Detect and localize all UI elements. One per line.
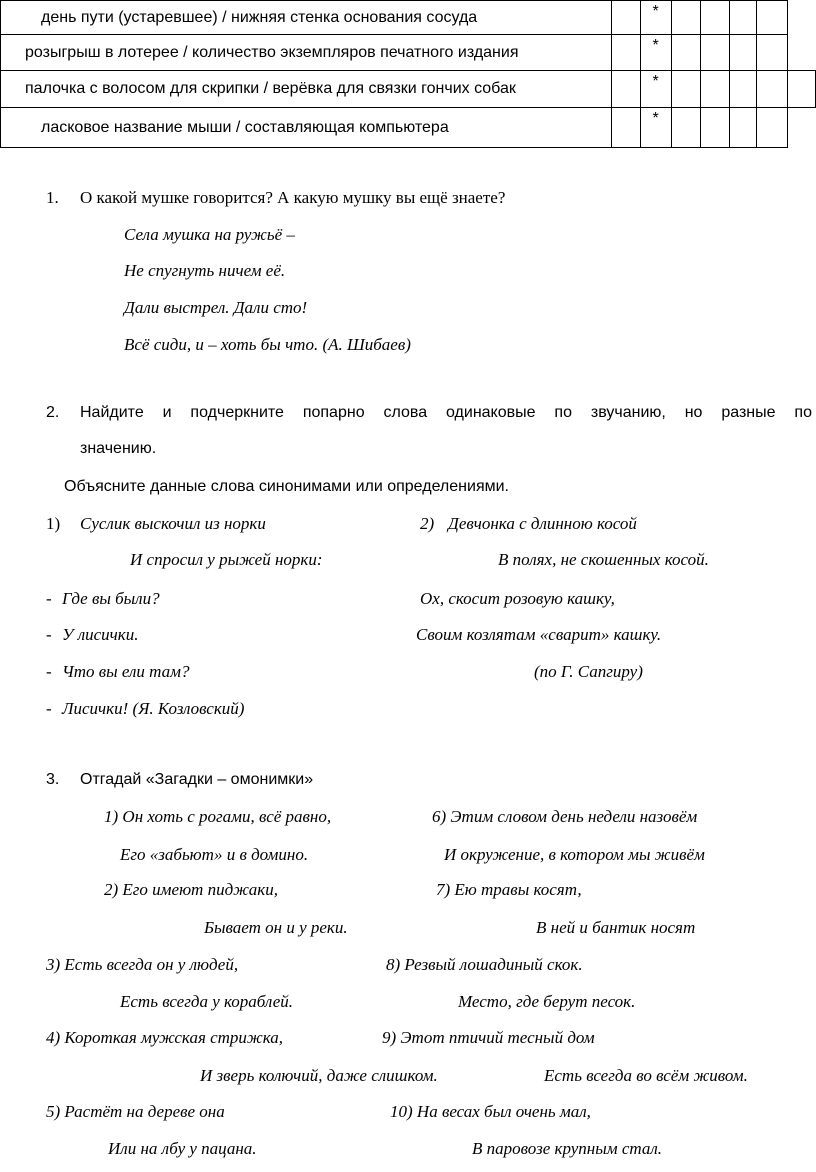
poem-line: Не спугнуть ничем её. xyxy=(124,261,286,280)
grid-mark: * xyxy=(640,1,671,35)
task-text: Найдите и подчеркните попарно слова одинаковые по звучанию, но разные по xyxy=(80,404,812,421)
grid-cell xyxy=(729,35,757,71)
poem-line: Своим козлятам «сварит» кашку. xyxy=(416,625,662,644)
grid-cell xyxy=(701,108,730,148)
task-text: Объясните данные слова синонимами или определениями. xyxy=(64,478,509,495)
grid-cell xyxy=(701,1,730,35)
poem-line: Лисички! (Я. Козловский) xyxy=(62,699,245,718)
grid-question: день пути (устаревшее) / нижняя стенка основания сосуда xyxy=(1,1,612,35)
grid-cell xyxy=(757,35,787,71)
riddle-line: Место, где берут песок. xyxy=(458,992,636,1011)
grid-cell xyxy=(787,108,815,148)
riddle-line: 8) Резвый лошадиный скок. xyxy=(386,955,583,974)
poem-line: В полях, не скошенных косой. xyxy=(498,550,709,569)
grid-row xyxy=(1,35,816,71)
riddle-line: 6) Этим словом день недели назовём xyxy=(432,807,698,826)
grid-cell xyxy=(787,35,815,71)
crossword-grid xyxy=(0,0,816,148)
riddle-line: В ней и бантик носят xyxy=(536,918,696,937)
poem-number: 2) xyxy=(420,514,435,533)
riddle-line: 4) Короткая мужская стрижка, xyxy=(46,1028,284,1047)
riddle-line: И окружение, в котором мы живём xyxy=(444,845,705,864)
dialog-dash: - xyxy=(46,589,52,608)
grid-question: розыгрыш в лотерее / количество экземпляров печатного издания xyxy=(1,35,612,71)
grid-question: палочка с волосом для скрипки / верёвка для связки гончих собак xyxy=(1,71,612,108)
grid-cell xyxy=(671,71,701,108)
task-number: 2. xyxy=(46,404,60,421)
poem-line: Села мушка на ружьё – xyxy=(124,225,295,244)
dialog-dash: - xyxy=(46,699,52,718)
riddle-line: 7) Ею травы косят, xyxy=(436,880,582,899)
riddle-line: В паровозе крупным стал. xyxy=(472,1139,663,1158)
grid-cell xyxy=(787,71,815,108)
grid-cell xyxy=(612,1,641,35)
grid-mark: * xyxy=(640,35,671,71)
poem-line: Дали выстрел. Дали сто! xyxy=(124,298,308,317)
grid-cell xyxy=(701,35,730,71)
grid-row xyxy=(1,108,816,148)
grid-cell xyxy=(612,35,641,71)
riddle-line: 1) Он хоть с рогами, всё равно, xyxy=(104,807,332,826)
grid-row xyxy=(1,1,816,35)
poem-line: И спросил у рыжей норки: xyxy=(130,550,323,569)
poem-line: Где вы были? xyxy=(62,589,160,608)
poem-number: 1) xyxy=(46,514,61,533)
grid-cell xyxy=(757,1,787,35)
task-title: Отгадай «Загадки – омонимки» xyxy=(80,771,314,788)
grid-cell xyxy=(757,71,787,108)
grid-cell xyxy=(729,71,757,108)
grid-cell xyxy=(729,1,757,35)
riddle-line: 10) На весах был очень мал, xyxy=(390,1102,591,1121)
grid-cell xyxy=(612,71,641,108)
grid-cell xyxy=(729,108,757,148)
poem-line: Что вы ели там? xyxy=(62,662,190,681)
grid-mark: * xyxy=(640,71,671,108)
poem-line: Суслик выскочил из норки xyxy=(80,514,266,533)
poem-attribution: (по Г. Сапгиру) xyxy=(534,662,643,681)
riddle-line: 2) Его имеют пиджаки, xyxy=(104,880,278,899)
grid-cell xyxy=(787,1,815,35)
grid-row xyxy=(1,71,816,108)
poem-line: Всё сиди, и – хоть бы что. (А. Шибаев) xyxy=(124,335,411,354)
riddle-line: Есть всегда у кораблей. xyxy=(120,992,294,1011)
dialog-dash: - xyxy=(46,625,52,644)
grid-cell xyxy=(757,108,787,148)
grid-question: ласковое название мыши / составляющая компьютера xyxy=(1,108,612,148)
grid-cell xyxy=(671,35,701,71)
task-number: 3. xyxy=(46,771,60,788)
riddle-line: Его «забьют» и в домино. xyxy=(120,845,309,864)
grid-cell xyxy=(701,71,730,108)
riddle-line: 9) Этот птичий тесный дом xyxy=(382,1028,595,1047)
poem-line: У лисички. xyxy=(62,625,139,644)
riddle-line: И зверь колючий, даже слишком. xyxy=(200,1066,438,1085)
grid-cell xyxy=(671,108,701,148)
task-text: О какой мушке говорится? А какую мушку вы ещё знаете? xyxy=(80,188,506,207)
task-number: 1. xyxy=(46,188,59,207)
riddle-line: Или на лбу у пацана. xyxy=(108,1139,257,1158)
riddle-line: Бывает он и у реки. xyxy=(204,918,348,937)
poem-line: Девчонка с длинною косой xyxy=(448,514,637,533)
grid-cell xyxy=(671,1,701,35)
riddle-line: Есть всегда во всём живом. xyxy=(544,1066,748,1085)
task-text: значению. xyxy=(80,440,157,457)
poem-line: Ох, скосит розовую кашку, xyxy=(420,589,615,608)
grid-mark: * xyxy=(640,108,671,148)
grid-cell xyxy=(612,108,641,148)
dialog-dash: - xyxy=(46,662,52,681)
riddle-line: 3) Есть всегда он у людей, xyxy=(46,955,239,974)
riddle-line: 5) Растёт на дереве она xyxy=(46,1102,225,1121)
